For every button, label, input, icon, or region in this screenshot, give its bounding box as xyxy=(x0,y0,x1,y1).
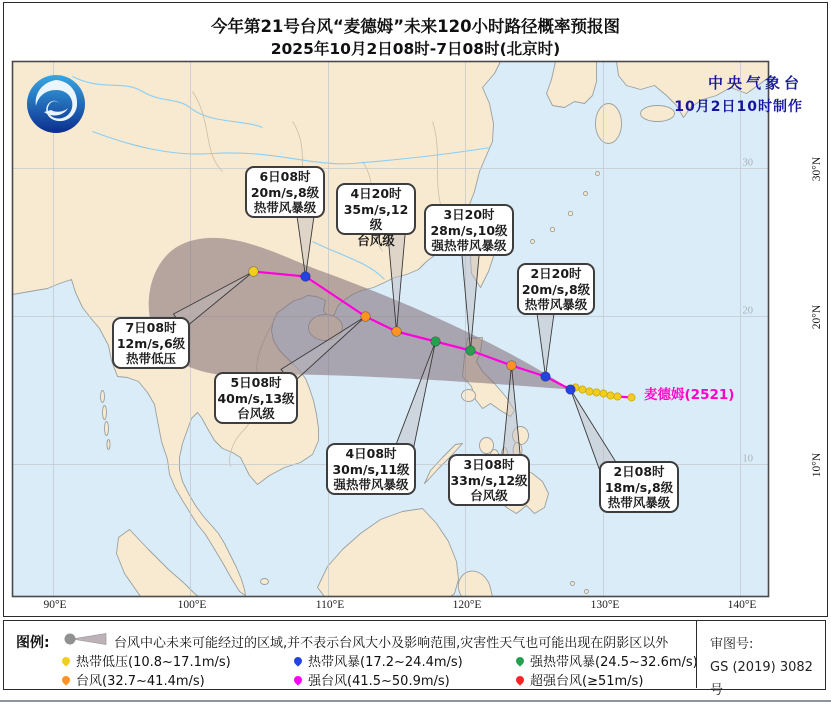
callout-line: 28m/s,10级 xyxy=(430,222,508,238)
callout-line: 5日08时 xyxy=(230,375,282,390)
observed-track-point xyxy=(586,388,593,395)
land-shikoku xyxy=(641,106,675,122)
lat-axis-label: 10°N xyxy=(811,452,823,478)
legend-drop-icon xyxy=(60,674,71,685)
legend-item-label: 强热带风暴(24.5~32.6m/s) xyxy=(530,655,698,670)
callout-line: 热带风暴级 xyxy=(253,200,317,215)
callout-line: 热带风暴级 xyxy=(607,495,671,510)
legend-drop-icon xyxy=(514,674,525,685)
legend-item-超强台风 xyxy=(516,670,698,689)
lon-axis-label: 120°E xyxy=(452,599,482,611)
grid-degree-label: 30 xyxy=(742,157,753,169)
callout-line: 台风级 xyxy=(357,232,395,248)
callout-line: 35m/s,12级 xyxy=(343,201,409,232)
forecast-track-point-7日08时 xyxy=(249,267,259,277)
legend-item-label: 热带低压(10.8~17.1m/s) xyxy=(76,655,231,670)
land-mindoro xyxy=(462,390,476,402)
forecast-track-point-4日20时 xyxy=(392,327,402,337)
forecast-callout-4日20时 xyxy=(336,183,416,248)
callout-line: 18m/s,8级 xyxy=(604,479,674,495)
forecast-track-point-2日08时 xyxy=(566,385,576,395)
lon-axis-label: 100°E xyxy=(177,599,207,611)
observed-track-point xyxy=(593,389,600,396)
land-maluku xyxy=(585,590,589,594)
land-maluku xyxy=(571,582,575,586)
legend-item-强热带风暴 xyxy=(516,651,698,670)
land-ryukyu xyxy=(531,240,535,244)
page-title: 今年第21号台风“麦德姆”未来120小时路径概率预报图 xyxy=(210,17,621,36)
legend-box xyxy=(3,620,826,698)
issue-time: 10月2日10时制作 xyxy=(674,99,803,115)
land-ryukyu xyxy=(568,211,572,215)
callout-line: 热带风暴级 xyxy=(524,297,588,312)
legend-item-label: 台风(32.7~41.4m/s) xyxy=(76,674,205,689)
land-kyushu xyxy=(596,104,622,144)
callout-line: 4日20时 xyxy=(350,186,402,201)
callout-line: 台风级 xyxy=(237,406,275,421)
observed-track-point xyxy=(607,392,614,399)
callout-line: 2日08时 xyxy=(613,464,665,479)
land-andaman xyxy=(105,422,109,436)
lat-axis-label: 30°N xyxy=(811,156,823,182)
land-ryukyu xyxy=(596,172,600,176)
legend-items xyxy=(62,651,698,689)
callout-line: 3日08时 xyxy=(463,457,515,472)
page-subtitle: 2025年10月2日08时-7日08时(北京时) xyxy=(270,40,561,58)
forecast-callout-4日08时 xyxy=(326,443,416,495)
observed-track-point xyxy=(579,386,586,393)
forecast-track-point-2日20时 xyxy=(541,372,551,382)
lon-axis-label: 90°E xyxy=(43,599,67,611)
callout-line: 20m/s,8级 xyxy=(521,281,591,297)
license-value: GS (2019) 3082号 xyxy=(710,660,813,698)
legend-drop-icon xyxy=(60,655,71,666)
legend-title: 图例: xyxy=(16,635,50,651)
callout-line: 2日20时 xyxy=(530,266,582,281)
callout-line: 热带低压 xyxy=(125,351,176,366)
callout-line: 4日08时 xyxy=(345,446,397,461)
callout-line: 33m/s,12级 xyxy=(450,472,528,488)
land-ryukyu xyxy=(550,227,554,231)
lon-axis-label: 140°E xyxy=(727,599,757,611)
legend-divider xyxy=(696,621,697,688)
cone-legend-icon xyxy=(62,631,108,647)
license-label: 审图号: xyxy=(710,637,754,652)
legend-item-台风 xyxy=(62,670,294,689)
legend-item-热带风暴 xyxy=(294,651,516,670)
legend-item-强台风 xyxy=(294,670,516,689)
forecast-callout-3日20时 xyxy=(424,204,514,256)
land-bangka xyxy=(261,579,269,585)
callout-line: 7日08时 xyxy=(125,320,177,335)
callout-line: 20m/s,8级 xyxy=(250,184,320,200)
land-nicobar xyxy=(107,440,110,450)
legend-drop-icon xyxy=(292,655,303,666)
forecast-callout-2日20时 xyxy=(517,263,595,315)
observed-track-point xyxy=(600,390,607,397)
observed-track-point xyxy=(628,394,635,401)
legend-item-label: 超强台风(≥51m/s) xyxy=(530,674,644,689)
callout-line: 3日20时 xyxy=(443,207,495,222)
legend-item-label: 热带风暴(17.2~24.4m/s) xyxy=(308,655,463,670)
forecast-track-point-4日08时 xyxy=(431,337,441,347)
callout-line: 12m/s,6级 xyxy=(116,335,186,351)
cone-legend-text: 台风中心未来可能经过的区域,并不表示台风大小及影响范围,灾害性天气也可能出现在阴影区以外 xyxy=(114,636,669,651)
callout-line: 台风级 xyxy=(470,488,508,503)
land-andaman xyxy=(101,391,105,403)
land-ryukyu xyxy=(584,192,588,196)
forecast-track-point-6日08时 xyxy=(301,272,311,282)
storm-name-label: 麦德姆(2521) xyxy=(644,387,735,403)
forecast-track-point-3日20时 xyxy=(466,346,476,356)
forecast-callout-2日08时 xyxy=(599,461,679,513)
bottom-rule xyxy=(0,700,831,702)
forecast-callout-5日08时 xyxy=(214,372,298,424)
agency-name: 中央气象台 xyxy=(707,74,803,92)
legend-drop-icon xyxy=(292,674,303,685)
forecast-callout-3日08时 xyxy=(448,454,530,506)
forecast-track-point-5日08时 xyxy=(361,312,371,322)
observed-track-point xyxy=(614,393,621,400)
callout-line: 强热带风暴级 xyxy=(333,477,409,492)
cma-logo-icon xyxy=(24,72,88,136)
callout-line: 强热带风暴级 xyxy=(431,238,507,253)
forecast-track-point-3日08时 xyxy=(507,361,517,371)
callout-line: 6日08时 xyxy=(259,169,311,184)
issuer-credit xyxy=(674,72,803,116)
callout-line: 30m/s,11级 xyxy=(332,461,410,477)
map-license xyxy=(710,633,825,702)
lon-axis-label: 130°E xyxy=(590,599,620,611)
legend-item-热带低压 xyxy=(62,651,294,670)
lon-axis-label: 110°E xyxy=(315,599,345,611)
grid-degree-label: 20 xyxy=(742,305,753,317)
lat-axis-label: 20°N xyxy=(811,304,823,330)
land-andaman xyxy=(103,406,107,420)
callout-line: 40m/s,13级 xyxy=(217,390,295,406)
legend-item-label: 强台风(41.5~50.9m/s) xyxy=(308,674,450,689)
legend-drop-icon xyxy=(514,655,525,666)
forecast-callout-7日08时 xyxy=(112,317,190,369)
grid-degree-label: 10 xyxy=(742,453,753,465)
forecast-callout-6日08时 xyxy=(245,166,325,218)
